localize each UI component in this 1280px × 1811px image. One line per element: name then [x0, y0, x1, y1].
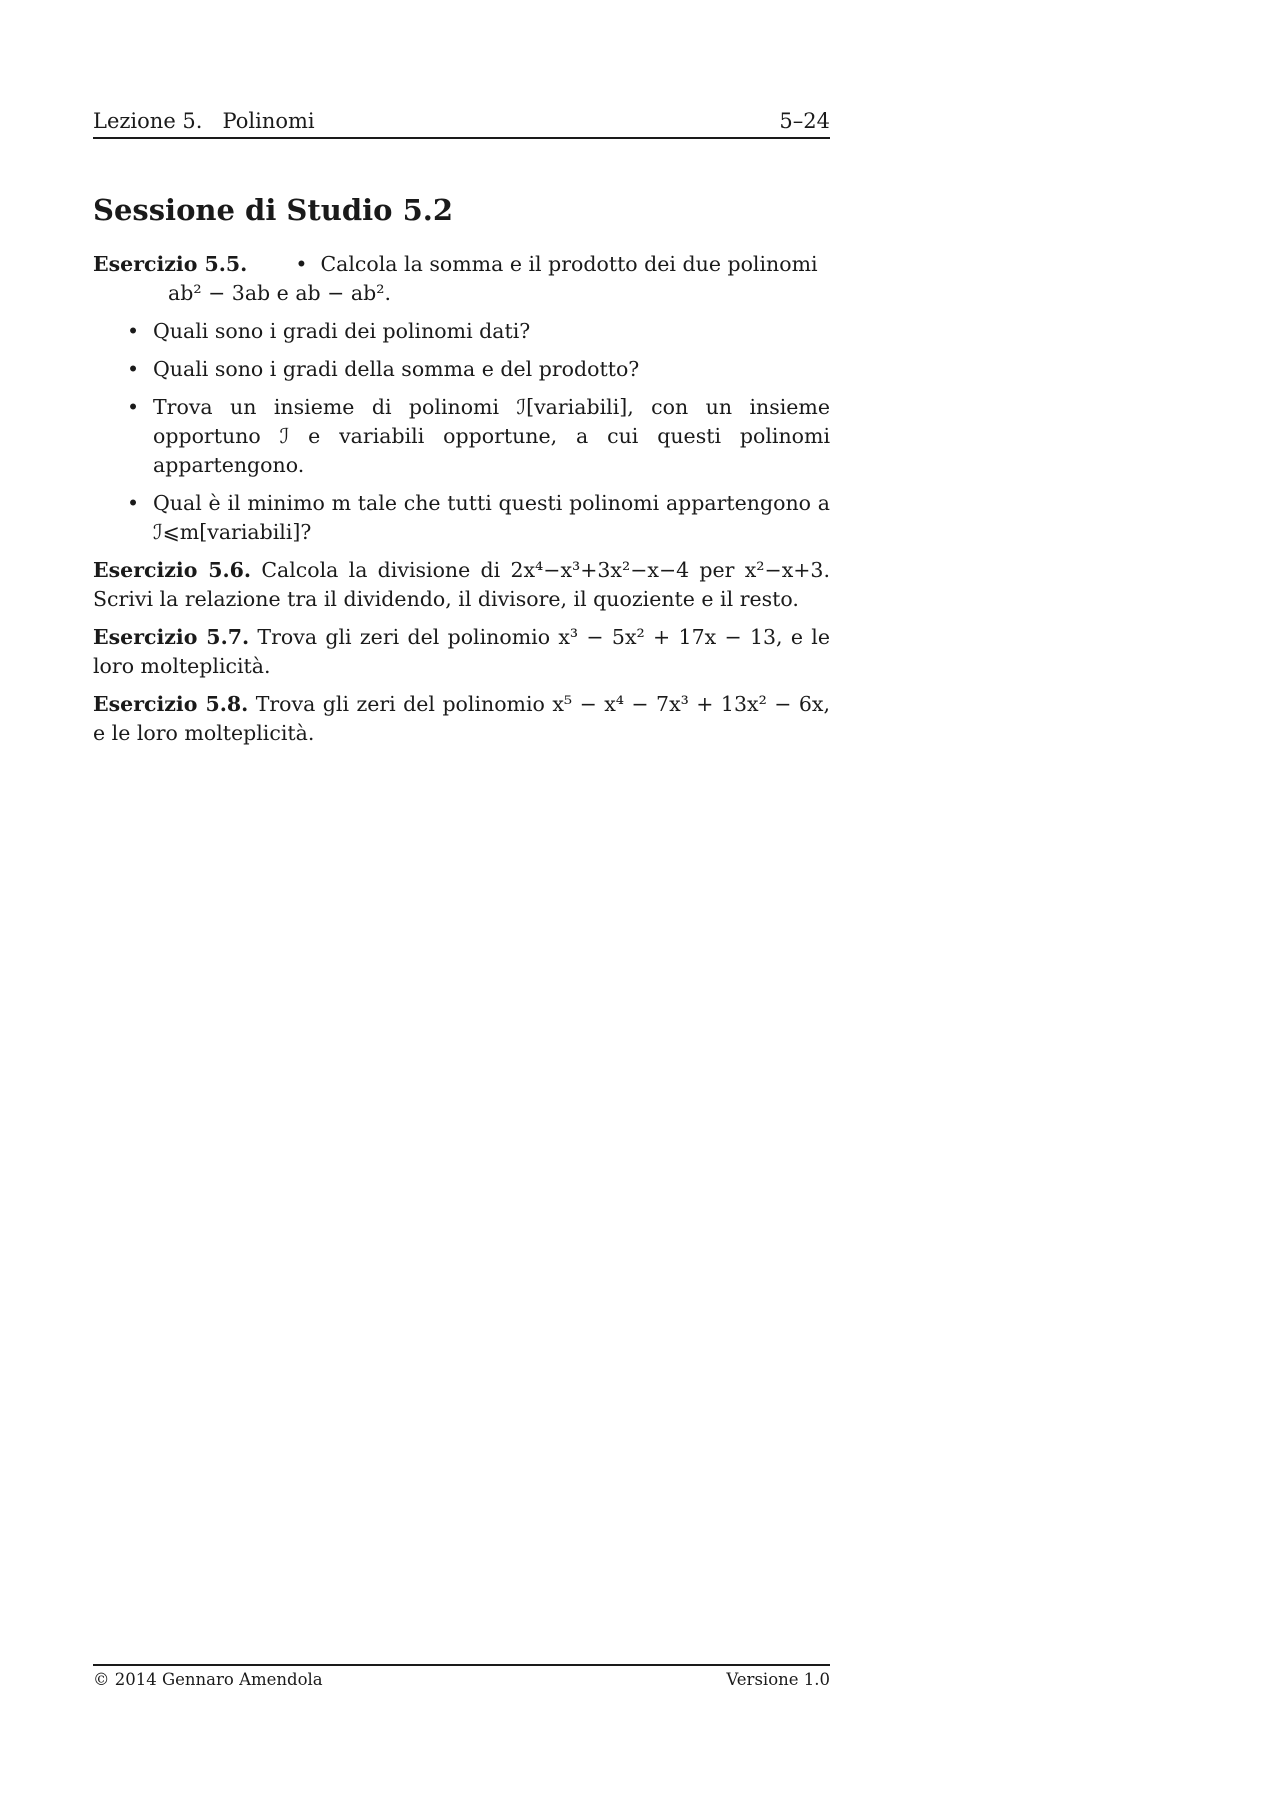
exercise-text: Trova gli zeri del polinomio x³ − 5x² + 17x − 13, e le loro molteplicità.: [93, 625, 830, 678]
document-page: [93, 0, 830, 1811]
exercise-text: Calcola la divisione di 2x⁴−x³+3x²−x−4 per x²−x+3. Scrivi la relazione tra il dividendo, il divisore, il quoziente e il resto.: [93, 558, 830, 611]
exercise-5-7: [93, 623, 830, 681]
header-rule: [93, 137, 830, 139]
running-head-chapter: Lezione 5. Polinomi: [93, 109, 315, 133]
bullet-text: Trova un insieme di polinomi ℐ[variabili], con un insieme opportuno ℐ e variabili opportune, a cui questi polinomi appartengono.: [153, 395, 830, 477]
bullet-item: [93, 393, 830, 480]
bullet-text: Qual è il minimo m tale che tutti questi polinomi appartengono a ℐ⩽m[variabili]?: [153, 491, 830, 544]
exercise-list: [93, 250, 830, 757]
bullet-dot: •: [127, 357, 140, 381]
exercise-5-6: [93, 556, 830, 614]
bullet-list: [93, 317, 830, 547]
footer-copyright: © 2014 Gennaro Amendola: [93, 1670, 323, 1689]
footer-version: Versione 1.0: [726, 1670, 830, 1689]
section-title: Sessione di Studio 5.2: [93, 193, 454, 227]
exercise-5-5-first-line: [93, 250, 830, 279]
first-bullet-continuation: ab² − 3ab e ab − ab².: [168, 281, 391, 305]
exercise-label: Esercizio 5.8.: [93, 692, 249, 716]
exercise-label: Esercizio 5.6.: [93, 558, 252, 582]
footer-rule: [93, 1664, 830, 1666]
running-head: [93, 108, 830, 134]
bullet-text: Quali sono i gradi della somma e del prodotto?: [153, 357, 640, 381]
exercise-label: Esercizio 5.7.: [93, 625, 250, 649]
bullet-dot: •: [295, 252, 308, 276]
bullet-item: [93, 317, 830, 346]
bullet-dot: •: [127, 319, 140, 343]
exercise-text: Trova gli zeri del polinomio x⁵ − x⁴ − 7x³ + 13x² − 6x, e le loro molteplicità.: [93, 692, 830, 745]
first-bullet: [295, 250, 830, 279]
exercise-label: Esercizio 5.5.: [93, 252, 248, 276]
first-bullet-text: Calcola la somma e il prodotto dei due polinomi: [320, 252, 818, 276]
exercise-5-5: [93, 250, 830, 547]
bullet-item: [93, 355, 830, 384]
bullet-dot: •: [127, 395, 140, 419]
running-head-page-number: 5–24: [779, 109, 830, 133]
page-footer: [93, 1669, 830, 1691]
bullet-text: Quali sono i gradi dei polinomi dati?: [153, 319, 531, 343]
bullet-dot: •: [127, 491, 140, 515]
exercise-5-8: [93, 690, 830, 748]
bullet-item: [93, 489, 830, 547]
